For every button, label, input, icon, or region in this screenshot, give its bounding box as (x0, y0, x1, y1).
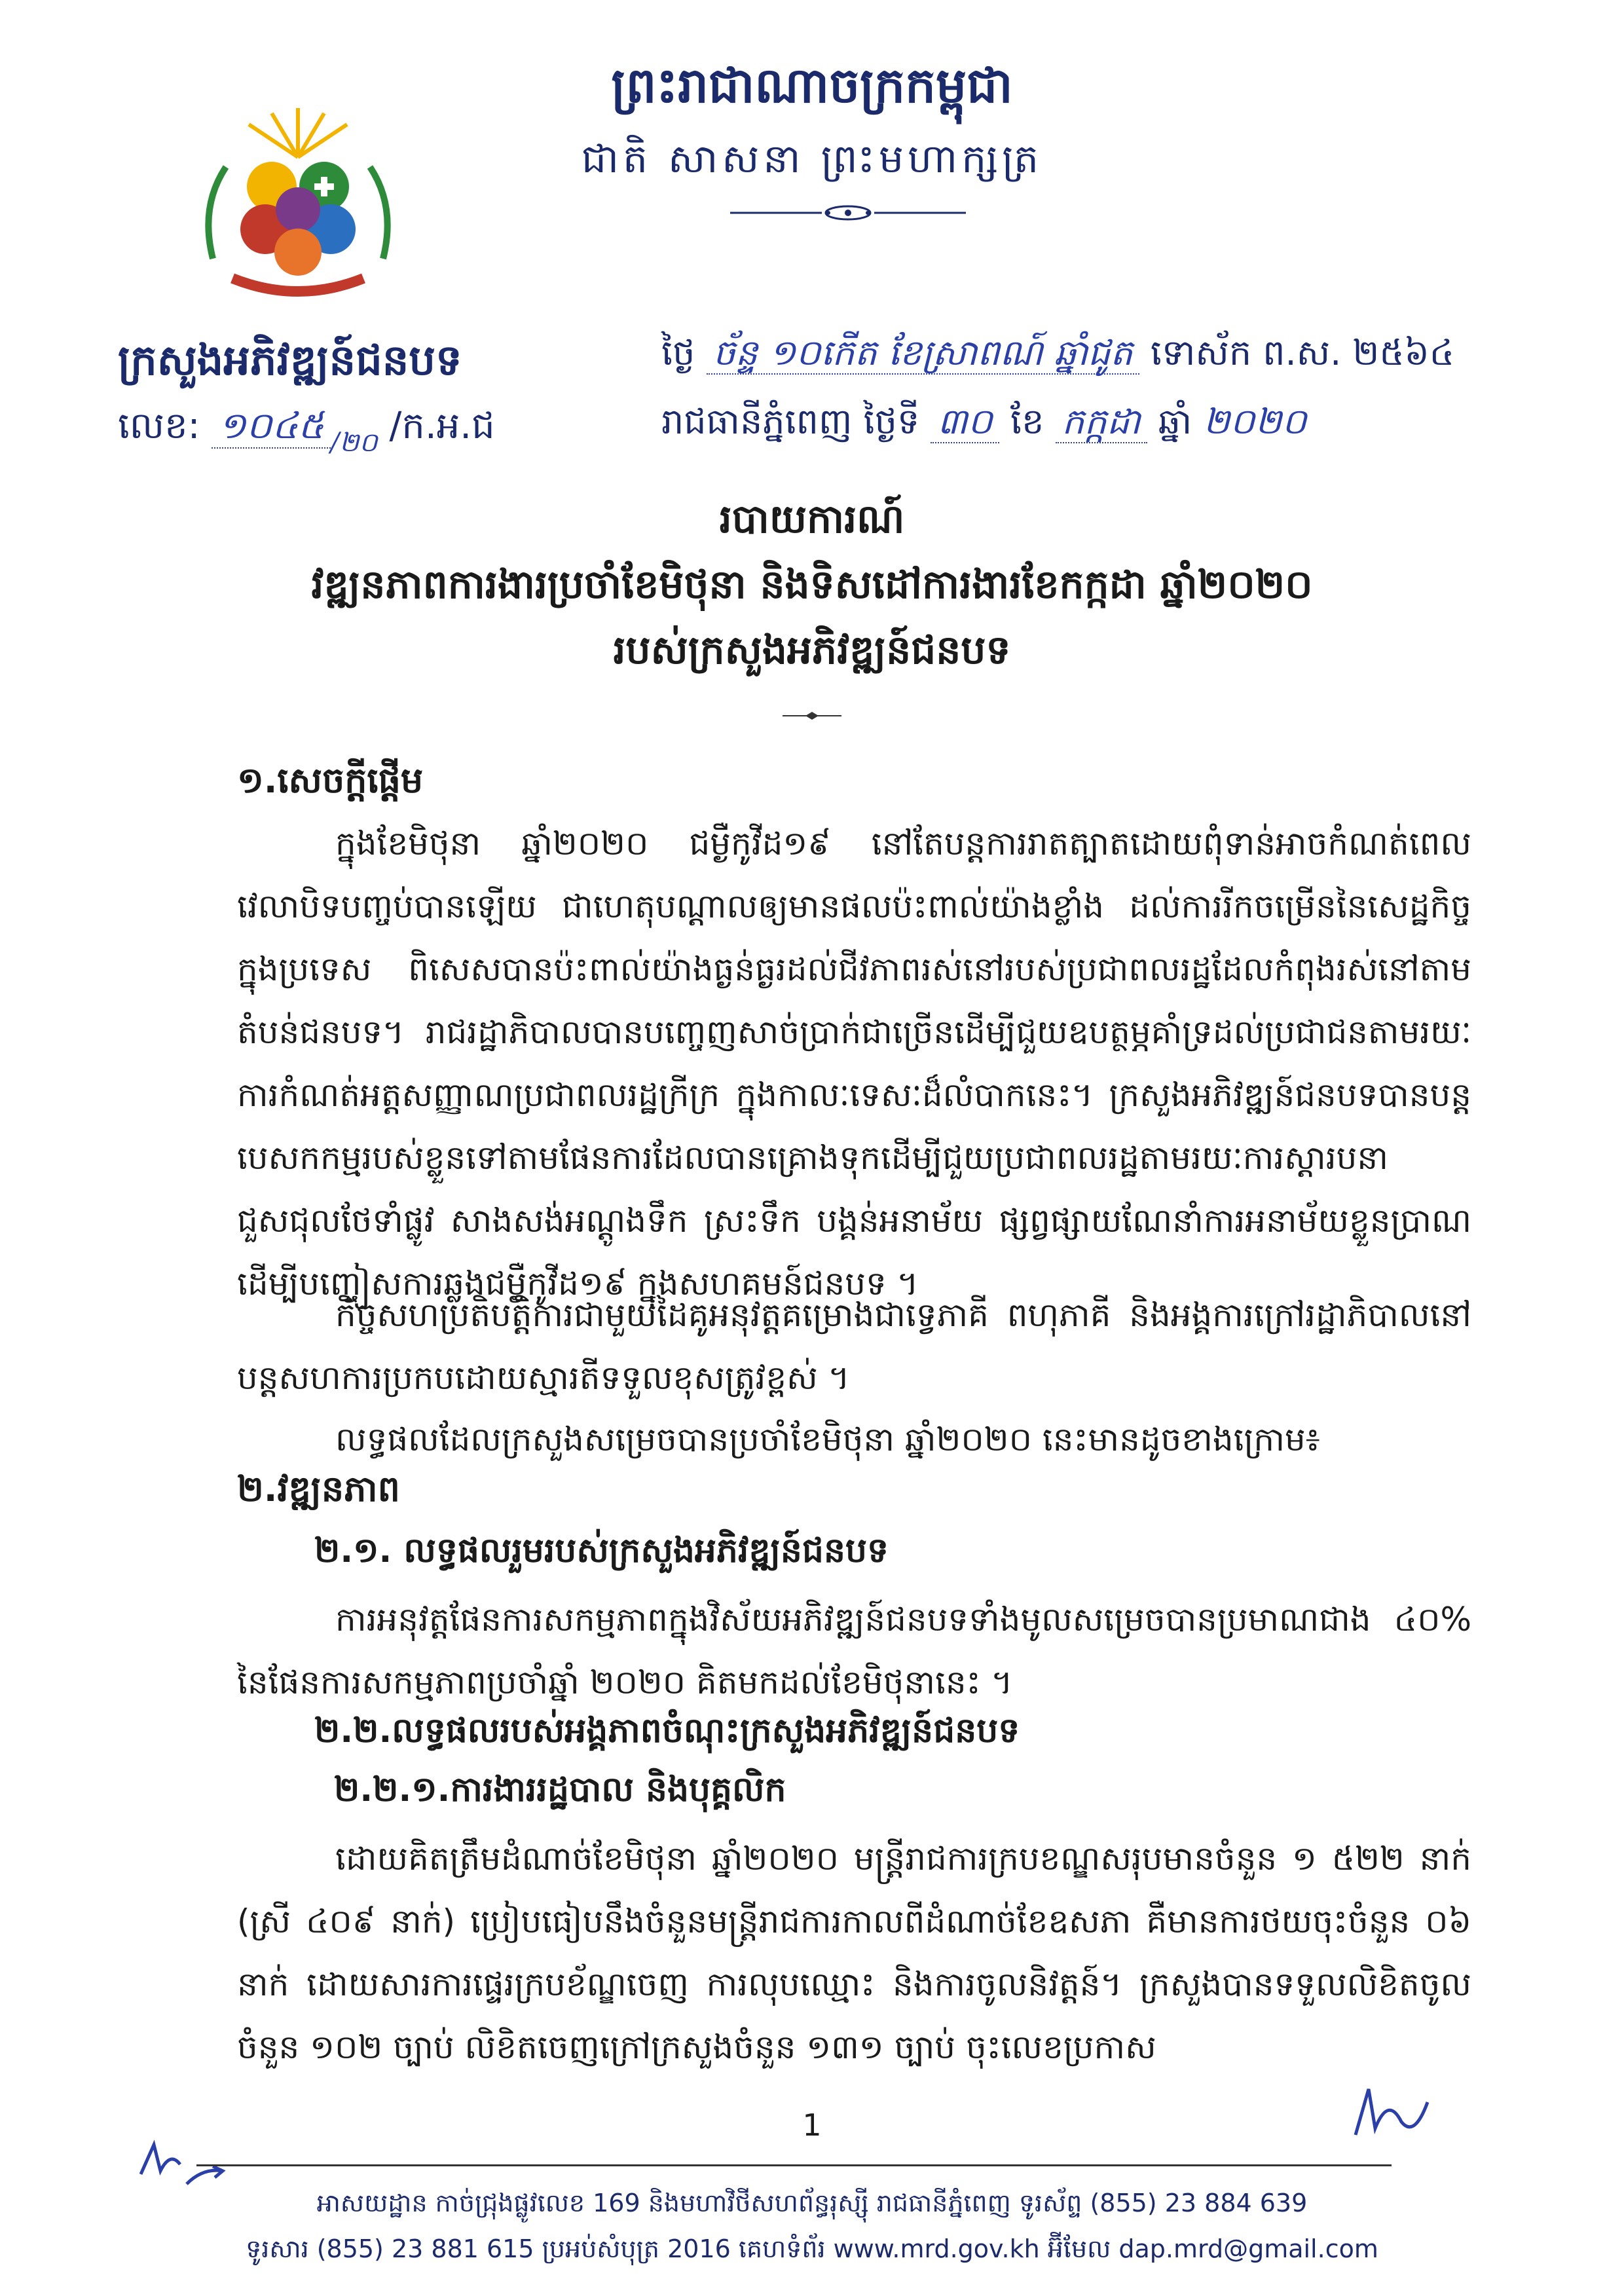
lunar-handwritten: ច័ន្ទ ១០កើត ខែស្រាពណ៍ ឆ្នាំជូត (707, 332, 1139, 375)
date-month: កក្កដា (1056, 401, 1147, 443)
solar-date (661, 399, 1306, 451)
lunar-prefix: ថ្ងៃ (661, 332, 695, 373)
arrow-mark (183, 2164, 229, 2191)
date-day: ៣០ (931, 401, 999, 443)
lunar-suffix: ទោស័ក ព.ស. ២៥៦៤ (1150, 332, 1455, 373)
section-2-heading: ២.វឌ្ឍនភាព (237, 1468, 400, 1509)
ref-year-handwritten: /២០ (330, 428, 378, 458)
ref-label: លេខ: (118, 405, 200, 447)
kingdom-heading: ព្រះរាជាណាចក្រកម្ពុជា (611, 58, 1013, 114)
section-2-1-heading: ២.១. លទ្ធផលរួមរបស់ក្រសួងអភិវឌ្ឍន៍ជនបទ (314, 1531, 889, 1570)
reference-number (118, 403, 495, 464)
date-prefix: រាជធានីភ្នំពេញ ថ្ងៃទី (661, 401, 920, 442)
section-2-2-heading: ២.២.លទ្ធផលរបស់អង្គភាពចំណុះក្រសួងអភិវឌ្ឍន៍ជនបទ (314, 1711, 1020, 1750)
page-number: 1 (802, 2107, 822, 2143)
national-motto: ជាតិ សាសនា ព្រះមហាក្សត្រ (581, 136, 1043, 182)
footer-address: អាសយដ្ឋាន កាច់ជ្រុងផ្លូវលេខ 169 និងមហាវិថីសហព័ន្ធរុស្ស៊ី រាជធានីភ្នំពេញ ទូរស័ព្ទ (855) 23 884 639 (316, 2189, 1308, 2217)
footer-divider (196, 2164, 1392, 2166)
ministry-logo (187, 95, 409, 318)
section-2-2-1-heading: ២.២.១.ការងាររដ្ឋបាល និងបុគ្គលិក (334, 1770, 786, 1809)
initial-mark (131, 2138, 190, 2184)
paragraph-administration: ដោយគិតត្រឹមដំណាច់ខែមិថុនា ឆ្នាំ២០២០ មន្ត្រីរាជការក្របខណ្ឌសរុបមានចំនួន ១ ៥២២ នាក់ (ស្រី ៤០៩ នាក់) ប្រៀបធៀបនឹងចំនួនមន្ត្រីរាជការកាលពីដំណាច់ខែឧសភា គឺមានការថយចុះចំនួន ០៦ នាក់ ដោយសារការផ្ទេរក្របខ័ណ្ឌចេញ ការលុបឈ្មោះ និងការចូលនិវត្តន៍។ ក្រសួងបានទទួលលិខិតចូលចំនួន ១០២ ច្បាប់ លិខិតចេញក្រៅក្រសួងចំនួន ១៣១ ច្បាប់ ចុះលេខប្រកាស (237, 1840, 1471, 2066)
paragraph-results-intro: លទ្ធផលដែលក្រសួងសម្រេចបានប្រចាំខែមិថុនា ឆ្នាំ២០២០ នេះមានដូចខាងក្រោម៖ (335, 1420, 1320, 1458)
paragraph-overall-results: ការអនុវត្តផែនការសកម្មភាពក្នុងវិស័យអភិវឌ្ឍន៍ជនបទទាំងមូលសម្រេចបានប្រមាណជាង ៤០% នៃផែនការសកម្មភាពប្រចាំឆ្នាំ ២០២០ គិតមកដល់ខែមិថុនានេះ ។ (237, 1601, 1471, 1701)
footer-contact: ទូរសារ (855) 23 881 615 ប្រអប់សំបុត្រ 2016 គេហទំព័រ www.mrd.gov.kh អ៊ីមែល dap.mrd@gmail.com (246, 2234, 1378, 2263)
report-subtitle: វឌ្ឍនភាពការងារប្រចាំខែមិថុនា និងទិសដៅការងារខែកក្កដា ឆ្នាំ២០២០ (311, 562, 1313, 608)
date-year: ២០២០ (1203, 401, 1307, 442)
report-title: របាយការណ៍ (719, 496, 905, 542)
paragraph-introduction: ក្នុងខែមិថុនា ឆ្នាំ២០២០ ជម្ងឺកូវីដ១៩ នៅតែបន្តការរាតត្បាតដោយពុំទាន់អាចកំណត់ពេលវេលាបិទបញ្ចប់បានឡើយ ជាហេតុបណ្តាលឲ្យមានផលប៉ះពាល់យ៉ាងខ្លាំង ដល់ការរីកចម្រើននៃសេដ្ឋកិច្ចក្នុងប្រទេស ពិសេសបានប៉ះពាល់យ៉ាងធ្ងន់ធ្ងរដល់ជីវភាពរស់នៅរបស់ប្រជាពលរដ្ឋដែលកំពុងរស់នៅតាមតំបន់ជនបទ។ រាជរដ្ឋាភិបាលបានបញ្ចេញសាច់ប្រាក់ជាច្រើនដើម្បីជួយឧបត្ថម្ភគាំទ្រដល់ប្រជាជនតាមរយៈការកំណត់អត្តសញ្ញាណប្រជាពលរដ្ឋក្រីក្រ ក្នុងកាលៈទេសៈដ៏លំបាកនេះ។ ក្រសួងអភិវឌ្ឍន៍ជនបទបានបន្តបេសកកម្មរបស់ខ្លួនទៅតាមផែនការដែលបានគ្រោងទុកដើម្បីជួយប្រជាពលរដ្ឋតាមរយៈការស្តារបនា ជួសជុលថែទាំផ្លូវ សាងសង់អណ្តូងទឹក ស្រះទឹក បង្គន់អនាម័យ ផ្សព្វផ្សាយណែនាំការអនាម័យខ្លួនប្រាណដើម្បីបញ្ចៀសការឆ្លងជម្ងឺកូវីដ១៩ ក្នុងសហគមន៍ជនបទ ។ (237, 824, 1471, 1303)
date-month-label: ខែ (1010, 401, 1044, 442)
paragraph-cooperation: កិច្ចសហប្រតិបត្តិការជាមួយដៃគូអនុវត្តគម្រោងជាទ្វេភាគី ពហុភាគី និងអង្គការក្រៅរដ្ឋាភិបាលនៅបន្តសហការប្រកបដោយស្មារតីទទួលខុសត្រូវខ្ពស់ ។ (237, 1296, 1471, 1397)
lunar-date (661, 331, 1454, 382)
title-separator (783, 711, 841, 721)
report-owner: របស់ក្រសួងអភិវឌ្ឍន៍ជនបទ (613, 627, 1011, 673)
ref-suffix: /ក.អ.ជ (389, 405, 495, 447)
section-1-heading: ១.សេចក្តីផ្តើម (237, 760, 424, 801)
ornament-divider (730, 204, 966, 221)
ministry-name: ក្រសួងអភិវឌ្ឍន៍ជនបទ (118, 337, 462, 385)
ref-number-handwritten: ១០៤៥ (212, 405, 330, 449)
date-year-label: ឆ្នាំ (1158, 401, 1192, 442)
